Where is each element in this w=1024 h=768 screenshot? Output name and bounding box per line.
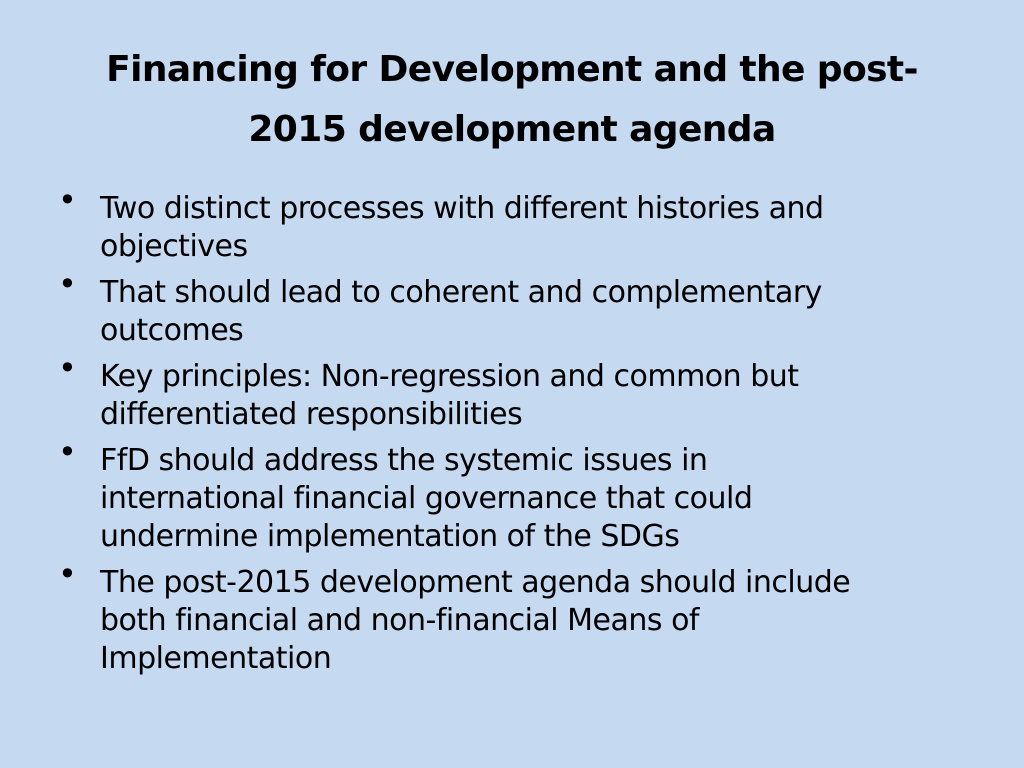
- bullet-item: [56, 555, 976, 678]
- bullet-list: [56, 181, 976, 686]
- bullet-item: [56, 265, 976, 350]
- bullet-text-line: objectives: [100, 229, 248, 264]
- bullet-text-line: Two distinct processes with different histories and: [100, 191, 824, 226]
- slide-title-line-2: 2015 development agenda: [248, 109, 776, 150]
- bullet-dot-icon: •: [58, 265, 77, 303]
- bullet-text-line: undermine implementation of the SDGs: [100, 519, 680, 554]
- bullet-dot-icon: •: [58, 181, 77, 219]
- bullet-dot-icon: •: [58, 349, 77, 387]
- bullet-dot-icon: •: [58, 555, 77, 593]
- bullet-item: [56, 433, 976, 556]
- bullet-text-line: The post-2015 development agenda should include: [100, 565, 851, 600]
- bullet-dot-icon: •: [58, 433, 77, 471]
- bullet-text-line: international financial governance that could: [100, 481, 753, 516]
- bullet-text-line: both financial and non-financial Means of: [100, 603, 699, 638]
- bullet-text-line: differentiated responsibilities: [100, 397, 523, 432]
- bullet-text-line: Key principles: Non-regression and common but: [100, 359, 799, 394]
- bullet-item: [56, 349, 976, 434]
- bullet-text-line: FfD should address the systemic issues in: [100, 443, 708, 478]
- bullet-text-line: That should lead to coherent and complementary: [100, 275, 822, 310]
- bullet-item: [56, 181, 976, 266]
- bullet-text-line: Implementation: [100, 641, 332, 676]
- bullet-text-line: outcomes: [100, 313, 244, 348]
- slide-title-line-1: Financing for Development and the post-: [106, 49, 918, 90]
